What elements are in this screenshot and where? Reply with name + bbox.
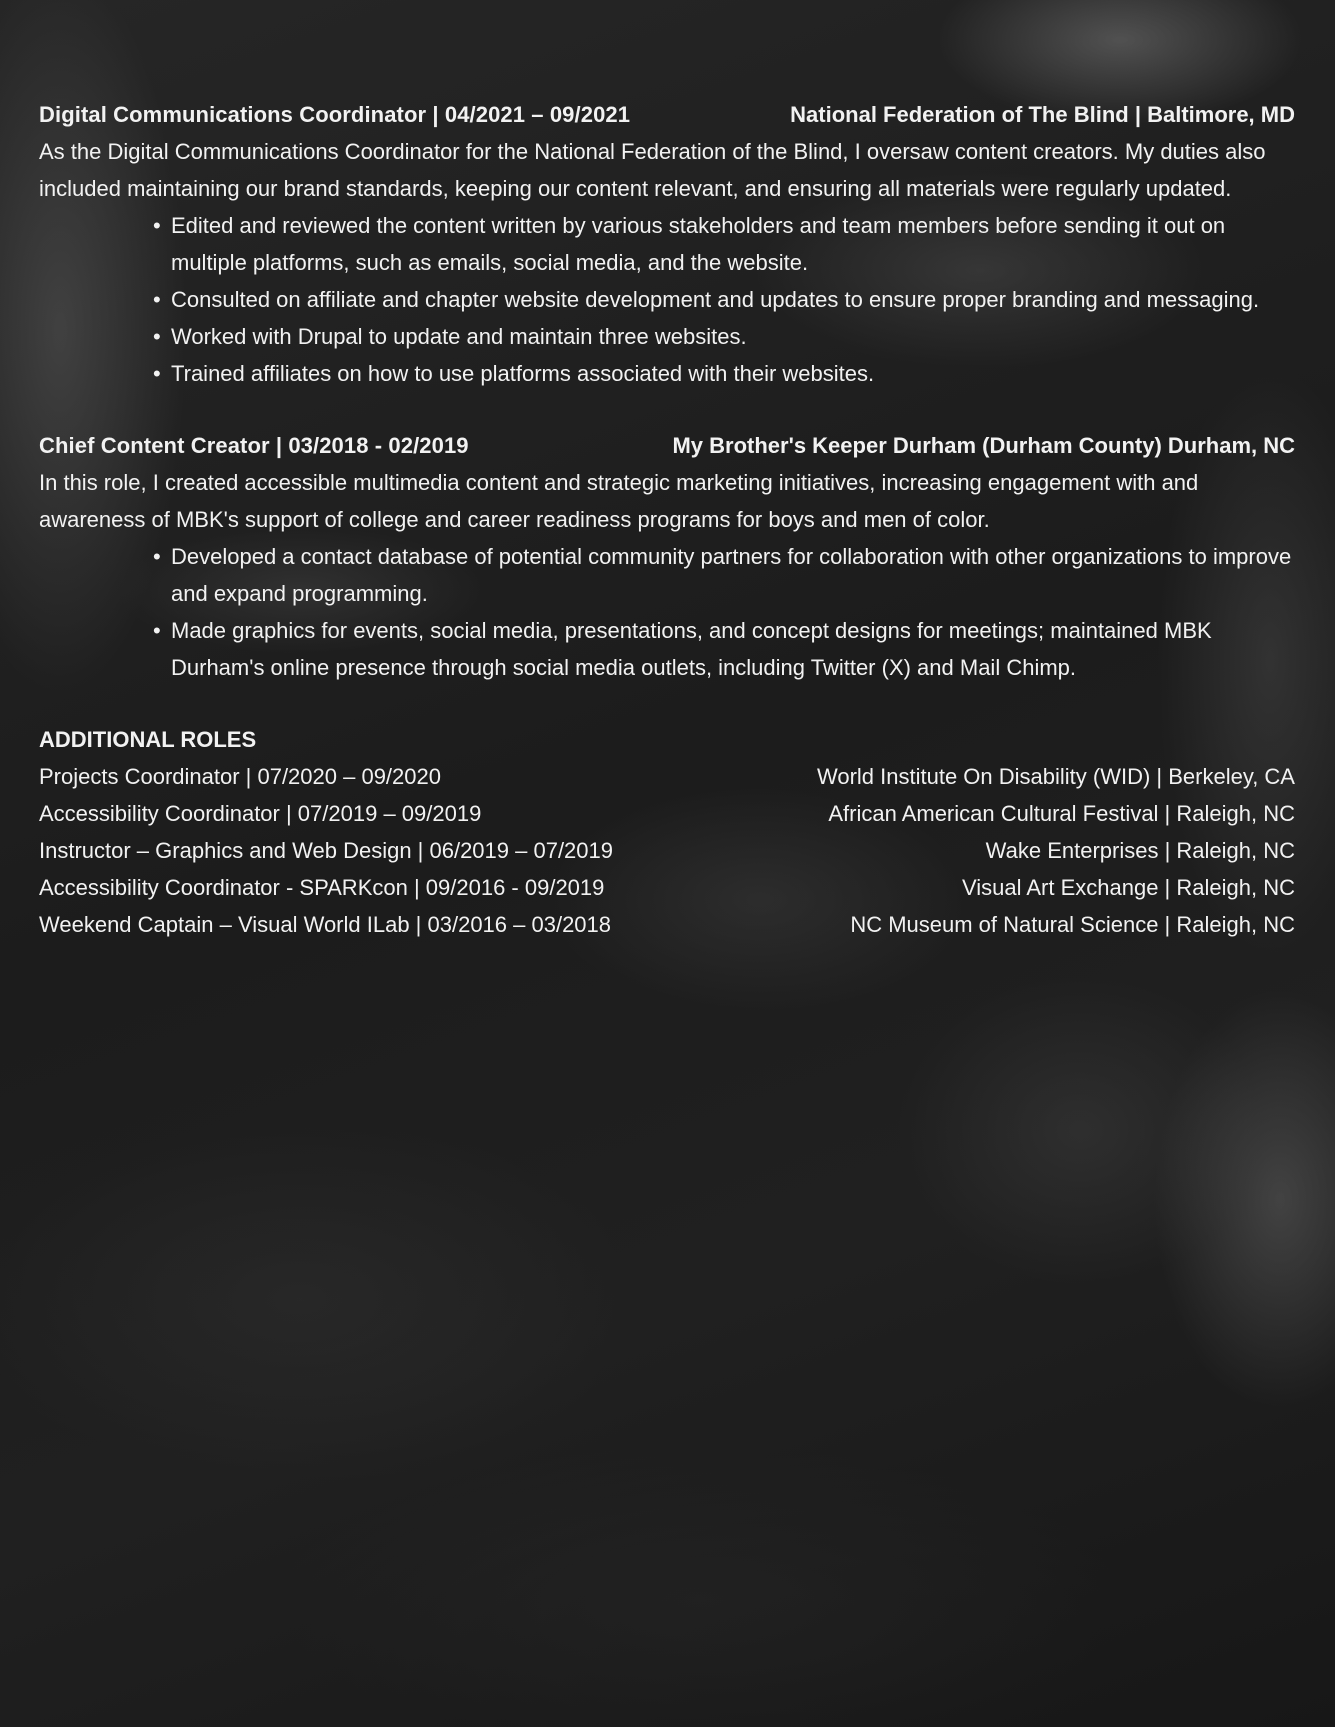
- job-title: Chief Content Creator | 03/2018 - 02/2019: [39, 433, 469, 458]
- job-bullet-text: Made graphics for events, social media, presentations, and concept designs for meetings; maintained MBK Durham's online presence through social media outlets, including Twitter (X) and Mail Chimp.: [171, 618, 1212, 680]
- job-bullet: [153, 318, 1295, 355]
- role-organization: Visual Art Exchange | Raleigh, NC: [961, 875, 1295, 900]
- job-bullet-list: [39, 538, 1295, 686]
- bullet-icon: •: [153, 324, 161, 349]
- role-row: [39, 758, 1295, 795]
- bullet-icon: •: [153, 287, 161, 312]
- job-bullet: [153, 538, 1295, 612]
- role-row: [39, 869, 1295, 906]
- job-bullet: [153, 281, 1295, 318]
- job-bullet: [153, 207, 1295, 281]
- job-bullet-list: [39, 207, 1295, 392]
- job-entry-mbk: [39, 427, 1295, 686]
- bullet-icon: •: [153, 618, 161, 643]
- role-row: [39, 832, 1295, 869]
- role-organization: NC Museum of Natural Science | Raleigh, NC: [850, 912, 1295, 937]
- role-title: Accessibility Coordinator - SPARKcon | 09/2016 - 09/2019: [39, 875, 605, 900]
- job-bullet: [153, 612, 1295, 686]
- role-organization: African American Cultural Festival | Raleigh, NC: [828, 801, 1295, 826]
- job-bullet-text: Developed a contact database of potential community partners for collaboration with other organizations to improve and expand programming.: [171, 544, 1292, 606]
- role-row: [39, 906, 1295, 943]
- job-description: As the Digital Communications Coordinator for the National Federation of the Blind, I oversaw content creators. My duties also included maintaining our brand standards, keeping our content relevant, and ensuring all materials were regularly updated.: [39, 139, 1266, 201]
- role-organization: World Institute On Disability (WID) | Berkeley, CA: [816, 764, 1295, 789]
- additional-roles-section: [39, 721, 1295, 943]
- additional-roles-list: [39, 758, 1295, 943]
- role-title: Instructor – Graphics and Web Design | 06/2019 – 07/2019: [39, 838, 613, 863]
- job-entry-nfb: [39, 96, 1295, 392]
- job-description: In this role, I created accessible multimedia content and strategic marketing initiatives, increasing engagement with and awareness of MBK's support of college and career readiness programs for boys and men of color.: [39, 470, 1199, 532]
- job-bullet: [153, 355, 1295, 392]
- job-bullet-text: Trained affiliates on how to use platforms associated with their websites.: [171, 361, 875, 386]
- job-bullet-text: Edited and reviewed the content written by various stakeholders and team members before sending it out on multiple platforms, such as emails, social media, and the website.: [171, 213, 1226, 275]
- bullet-icon: •: [153, 544, 161, 569]
- role-title: Accessibility Coordinator | 07/2019 – 09/2019: [39, 801, 482, 826]
- bullet-icon: •: [153, 213, 161, 238]
- role-row: [39, 795, 1295, 832]
- job-header: [39, 427, 1295, 464]
- job-title: Digital Communications Coordinator | 04/2021 – 09/2021: [39, 102, 631, 127]
- job-organization: National Federation of The Blind | Baltimore, MD: [790, 102, 1295, 127]
- section-heading: ADDITIONAL ROLES: [39, 727, 257, 752]
- role-organization: Wake Enterprises | Raleigh, NC: [985, 838, 1295, 863]
- role-title: Projects Coordinator | 07/2020 – 09/2020: [39, 764, 441, 789]
- job-organization: My Brother's Keeper Durham (Durham County) Durham, NC: [672, 433, 1295, 458]
- role-title: Weekend Captain – Visual World ILab | 03/2016 – 03/2018: [39, 912, 612, 937]
- job-bullet-text: Consulted on affiliate and chapter website development and updates to ensure proper branding and messaging.: [171, 287, 1260, 312]
- job-header: [39, 96, 1295, 133]
- resume-page: [39, 96, 1295, 943]
- job-bullet-text: Worked with Drupal to update and maintain three websites.: [171, 324, 747, 349]
- bullet-icon: •: [153, 361, 161, 386]
